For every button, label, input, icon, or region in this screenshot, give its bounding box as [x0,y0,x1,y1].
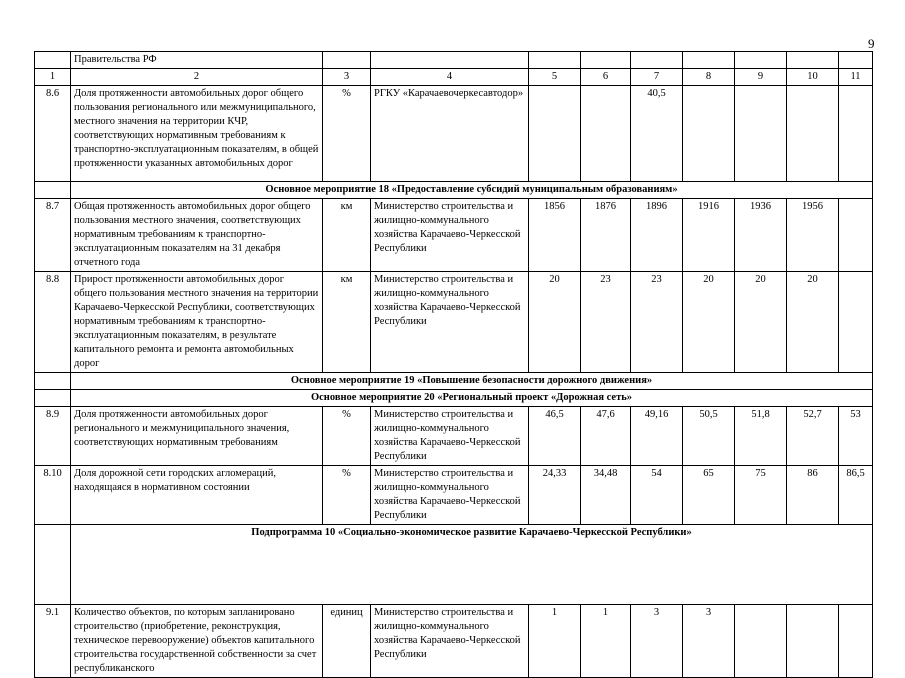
year-value [787,86,839,182]
year-value: 1 [581,605,631,678]
year-value [683,86,735,182]
column-number: 2 [71,69,323,86]
year-value [839,272,873,373]
indicator-row [35,605,873,678]
year-value: 40,5 [631,86,683,182]
indicator-row [35,86,873,182]
unit: единиц [323,605,371,678]
executor: Министерство строительства и жилищно-коммунального хозяйства Карачаево-Черкесской Республики [371,407,529,466]
column-number: 11 [839,69,873,86]
indicator-name: Доля протяженности автомобильных дорог общего пользования регионального или межмуниципального, местного значения на территории КЧР, соответствующих нормативным требованиям к транспортно-эксплуатационным показателям, в общей протяженности указанных автомобильных дорог [71,86,323,182]
year-value [581,86,631,182]
executor: Министерство строительства и жилищно-коммунального хозяйства Карачаево-Черкесской Республики [371,199,529,272]
indicator-number: 8.9 [35,407,71,466]
year-value: 86 [787,466,839,525]
column-number: 10 [787,69,839,86]
section-heading-row [35,390,873,407]
year-value [839,605,873,678]
year-value: 24,33 [529,466,581,525]
section-heading: Основное мероприятие 19 «Повышение безопасности дорожного движения» [71,373,873,390]
year-value: 51,8 [735,407,787,466]
page-number: 9 [868,36,875,51]
unit: км [323,272,371,373]
section-heading: Основное мероприятие 20 «Региональный проект «Дорожная сеть» [71,390,873,407]
column-number: 6 [581,69,631,86]
indicator-name: Количество объектов, по которым запланировано строительство (приобретение, реконструкция, техническое перевооружение) объектов капитального строительства государственной собственности за счет республиканского [71,605,323,678]
executor: Министерство строительства и жилищно-коммунального хозяйства Карачаево-Черкесской Республики [371,466,529,525]
section-heading-row [35,182,873,199]
section-heading: Подпрограмма 10 «Социально-экономическое развитие Карачаево-Черкесской Республики» [71,525,873,605]
indicator-row [35,407,873,466]
unit: % [323,407,371,466]
year-value: 49,16 [631,407,683,466]
year-value [735,605,787,678]
indicator-row [35,272,873,373]
indicator-name: Доля протяженности автомобильных дорог регионального и межмуниципального значения, соответствующих нормативным требованиям [71,407,323,466]
year-value: 46,5 [529,407,581,466]
year-value: 1916 [683,199,735,272]
year-value [735,86,787,182]
year-value [839,86,873,182]
year-value [787,605,839,678]
indicator-number: 8.6 [35,86,71,182]
year-value: 1876 [581,199,631,272]
column-number: 3 [323,69,371,86]
indicator-row [35,466,873,525]
executor: Министерство строительства и жилищно-коммунального хозяйства Карачаево-Черкесской Республики [371,605,529,678]
year-value: 23 [581,272,631,373]
indicator-number: 8.10 [35,466,71,525]
year-value: 50,5 [683,407,735,466]
column-number: 7 [631,69,683,86]
year-value [839,199,873,272]
column-number-row [35,69,873,86]
year-value: 53 [839,407,873,466]
indicator-number: 9.1 [35,605,71,678]
year-value: 20 [683,272,735,373]
year-value: 65 [683,466,735,525]
indicator-name: Прирост протяженности автомобильных дорог общего пользования местного значения на территории Карачаево-Черкесской Республики, соответствующих нормативным требованиям к транспортно-эксплуатационным показателям, в результате капитального ремонта и ремонта автомобильных дорог [71,272,323,373]
indicator-name: Доля дорожной сети городских агломераций, находящаяся в нормативном состоянии [71,466,323,525]
year-value: 86,5 [839,466,873,525]
year-value: 1896 [631,199,683,272]
year-value: 23 [631,272,683,373]
year-value: 1936 [735,199,787,272]
year-value: 34,48 [581,466,631,525]
indicator-number: 8.8 [35,272,71,373]
year-value: 3 [683,605,735,678]
year-value: 20 [529,272,581,373]
year-value: 47,6 [581,407,631,466]
column-number: 9 [735,69,787,86]
indicator-name: Общая протяженность автомобильных дорог общего пользования местного значения, соответствующих нормативным требованиям к транспортно-эксплуатационным показателям на 31 декабря отчетного года [71,199,323,272]
year-value: 20 [735,272,787,373]
column-number: 5 [529,69,581,86]
year-value: 52,7 [787,407,839,466]
column-number: 8 [683,69,735,86]
continuation-row [35,52,873,69]
year-value: 20 [787,272,839,373]
year-value: 75 [735,466,787,525]
column-number: 4 [371,69,529,86]
unit: % [323,466,371,525]
column-number: 1 [35,69,71,86]
indicator-number: 8.7 [35,199,71,272]
year-value: 1956 [787,199,839,272]
year-value: 1 [529,605,581,678]
year-value [529,86,581,182]
section-heading-row [35,373,873,390]
executor: РГКУ «Карачаевочеркесавтодор» [371,86,529,182]
year-value: 3 [631,605,683,678]
year-value: 1856 [529,199,581,272]
section-heading-row [35,525,873,605]
executor: Министерство строительства и жилищно-коммунального хозяйства Карачаево-Черкесской Республики [371,272,529,373]
section-heading: Основное мероприятие 18 «Предоставление субсидий муниципальным образованиям» [71,182,873,199]
unit: % [323,86,371,182]
year-value: 54 [631,466,683,525]
indicator-row [35,199,873,272]
continuation-text: Правительства РФ [71,52,323,69]
indicators-table [34,51,873,678]
unit: км [323,199,371,272]
